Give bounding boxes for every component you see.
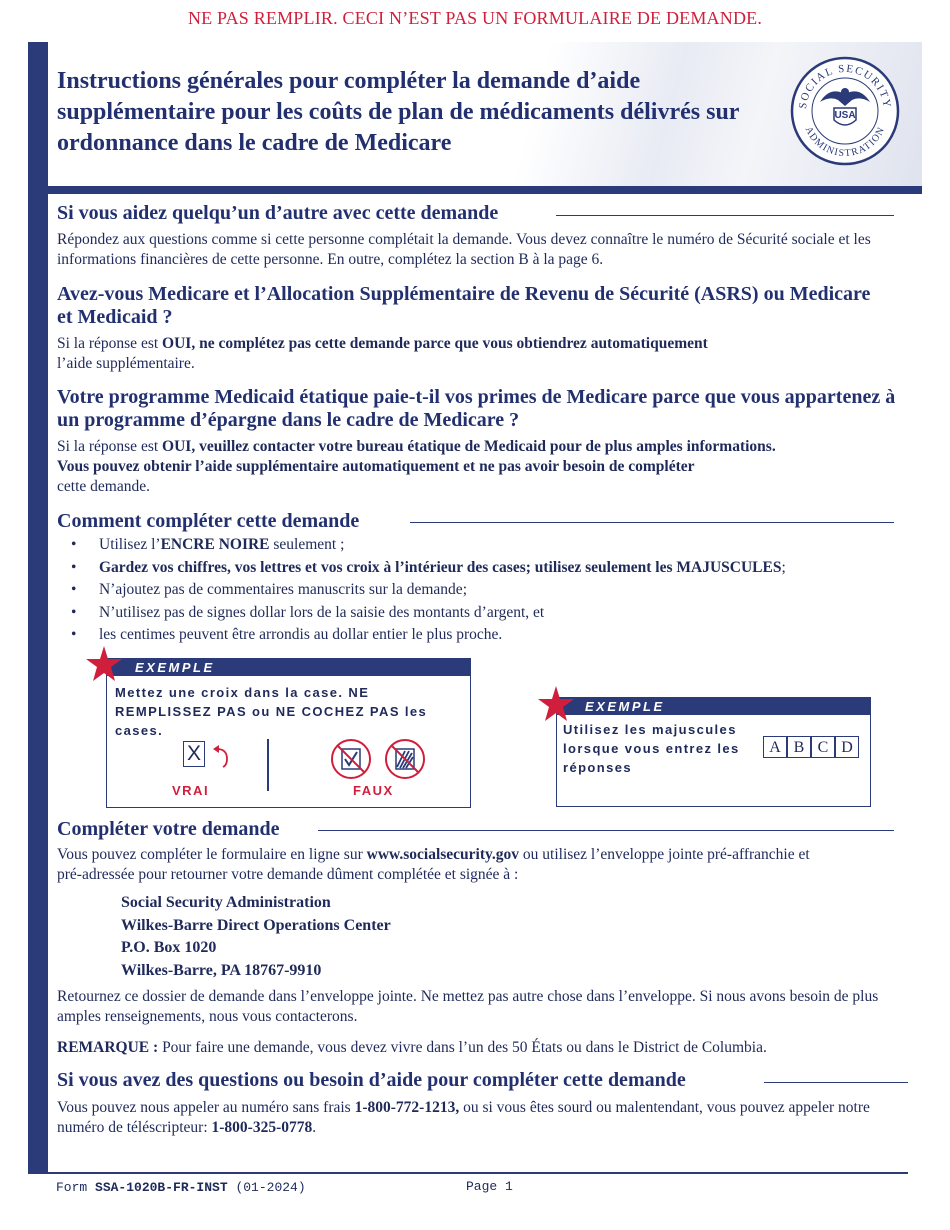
header-rule <box>48 186 922 194</box>
filled-box-wrong-icon <box>329 737 373 781</box>
form-id: Form SSA-1020B-FR-INST (01-2024) <box>56 1180 306 1195</box>
false-label: FAUX <box>353 783 394 798</box>
example-uppercase-text: Utilisez les majuscules lorsque vous entrez les réponses <box>563 722 740 775</box>
section-questions-body: Vous pouvez nous appeler au numéro sans frais 1-800-772-1213, ou si vous êtes sourd ou malentendant, vous pouvez appeler notre numéro de téléscripteur: 1-800-325-0778. <box>57 1099 870 1136</box>
svg-text:SOCIAL SECURITY: SOCIAL SECURITY <box>796 62 894 110</box>
section-medicaid-title: Votre programme Medicaid étatique paie-t-il vos primes de Medicare parce que vous appartenez à un programme d’épargne dans le cadre de Medicare ? <box>57 386 896 431</box>
return-instructions: Retournez ce dossier de demande dans l’enveloppe jointe. Ne mettez pas autre chose dans l’enveloppe. Si nous avons besoin de plus amples renseignements, nous vous contacterons. <box>57 988 879 1025</box>
letter-cell: D <box>835 736 859 758</box>
letter-cell: B <box>787 736 811 758</box>
tty-number: 1-800-325-0778 <box>211 1119 313 1136</box>
medicaid-bold-1: OUI, veuillez contacter votre bureau étatique de Medicaid pour de plus amples informations. <box>162 438 776 455</box>
red-star-icon <box>536 684 576 724</box>
section-rule <box>318 830 894 831</box>
letter-cell: C <box>811 736 835 758</box>
list-item: • N’ajoutez pas de commentaires manuscrits sur la demande; <box>57 579 917 602</box>
letter-boxes <box>763 736 859 758</box>
medicaid-lead: Si la réponse est <box>57 438 163 455</box>
footer-rule <box>48 1172 908 1174</box>
page-title: Instructions générales pour compléter la demande d’aide supplémentaire pour les coûts de plan de médicaments délivrés sur ordonnance dans le cadre de Medicare <box>57 68 740 156</box>
section-asrs-body <box>57 334 887 374</box>
section-complete-title: Compléter votre demande <box>57 818 280 840</box>
example-checkbox-text: Mettez une croix dans la case. NE REMPLISSEZ PAS ou NE COCHEZ PAS les cases. <box>115 685 428 738</box>
phone-number: 1-800-772-1213, <box>354 1099 460 1116</box>
sample-checkbox: X <box>183 741 205 767</box>
address-line: Social Security Administration <box>121 894 331 911</box>
medicaid-tail: cette demande. <box>57 478 150 495</box>
website-link[interactable]: www.socialsecurity.gov <box>366 846 520 863</box>
asrs-tail: l’aide supplémentaire. <box>57 355 195 372</box>
curved-arrow-icon <box>211 745 233 769</box>
red-star-icon <box>84 644 124 684</box>
list-item: • N’utilisez pas de signes dollar lors de la saisie des montants d’argent, et <box>57 602 917 625</box>
section-medicaid-body <box>57 437 917 497</box>
section-asrs-title: Avez-vous Medicare et l’Allocation Supplémentaire de Revenu de Sécurité (ASRS) ou Medicare et Medicaid ? <box>57 283 871 328</box>
section-how-title: Comment compléter cette demande <box>57 510 360 532</box>
address-line: P.O. Box 1020 <box>121 939 217 956</box>
mailing-address <box>121 892 391 982</box>
scribbled-box-wrong-icon <box>383 737 427 781</box>
example-header: EXEMPLE <box>557 698 870 715</box>
ssa-seal-icon <box>790 56 900 166</box>
example-header: EXEMPLE <box>107 659 470 676</box>
list-item: • les centimes peuvent être arrondis au dollar entier le plus proche. <box>57 624 917 647</box>
seal-center-text: USA <box>834 110 856 121</box>
section-rule <box>764 1082 908 1083</box>
page-number: Page 1 <box>466 1179 513 1194</box>
address-line: Wilkes-Barre, PA 18767-9910 <box>121 961 322 979</box>
remark: REMARQUE : Pour faire une demande, vous devez vivre dans l’un des 50 États ou dans le District de Columbia. <box>57 1039 767 1056</box>
section-helping-body: Répondez aux questions comme si cette personne complétait la demande. Vous devez connaître le numéro de Sécurité sociale et les informations financières de cette personne. En outre, complétez la section B à la page 6. <box>57 231 871 268</box>
section-questions-title: Si vous avez des questions ou besoin d’aide pour compléter cette demande <box>57 1069 686 1091</box>
medicaid-bold-2: Vous pouvez obtenir l’aide supplémentaire automatiquement et ne pas avoir besoin de compléter <box>57 458 695 475</box>
asrs-lead: Si la réponse est <box>57 335 163 352</box>
do-not-fill-notice: NE PAS REMPLIR. CECI N’EST PAS UN FORMULAIRE DE DEMANDE. <box>187 8 763 28</box>
list-item: • Gardez vos chiffres, vos lettres et vos croix à l’intérieur des cases; utilisez seulement les MAJUSCULES; <box>57 557 917 580</box>
true-label: VRAI <box>172 783 210 798</box>
example-checkbox-box <box>106 658 471 808</box>
address-line: Wilkes-Barre Direct Operations Center <box>121 916 391 934</box>
asrs-bold: OUI, ne complétez pas cette demande parce que vous obtiendrez automatiquement <box>162 335 708 352</box>
section-rule <box>410 522 894 523</box>
svg-text:ADMINISTRATION: ADMINISTRATION <box>802 124 888 160</box>
instruction-list <box>57 534 917 647</box>
section-rule <box>556 215 894 216</box>
list-item: • Utilisez l’ENCRE NOIRE seulement ; <box>57 534 917 557</box>
example-uppercase-box <box>556 697 871 807</box>
left-accent-bar <box>28 42 48 1174</box>
section-complete-intro: Vous pouvez compléter le formulaire en ligne sur www.socialsecurity.gov ou utilisez l’enveloppe jointe pré-affranchie et pré-adressée pour retourner votre demande dûment complétée et signée à : <box>57 846 810 883</box>
letter-cell: A <box>763 736 787 758</box>
divider <box>267 739 269 791</box>
section-helping-title: Si vous aidez quelqu’un d’autre avec cette demande <box>57 202 499 224</box>
